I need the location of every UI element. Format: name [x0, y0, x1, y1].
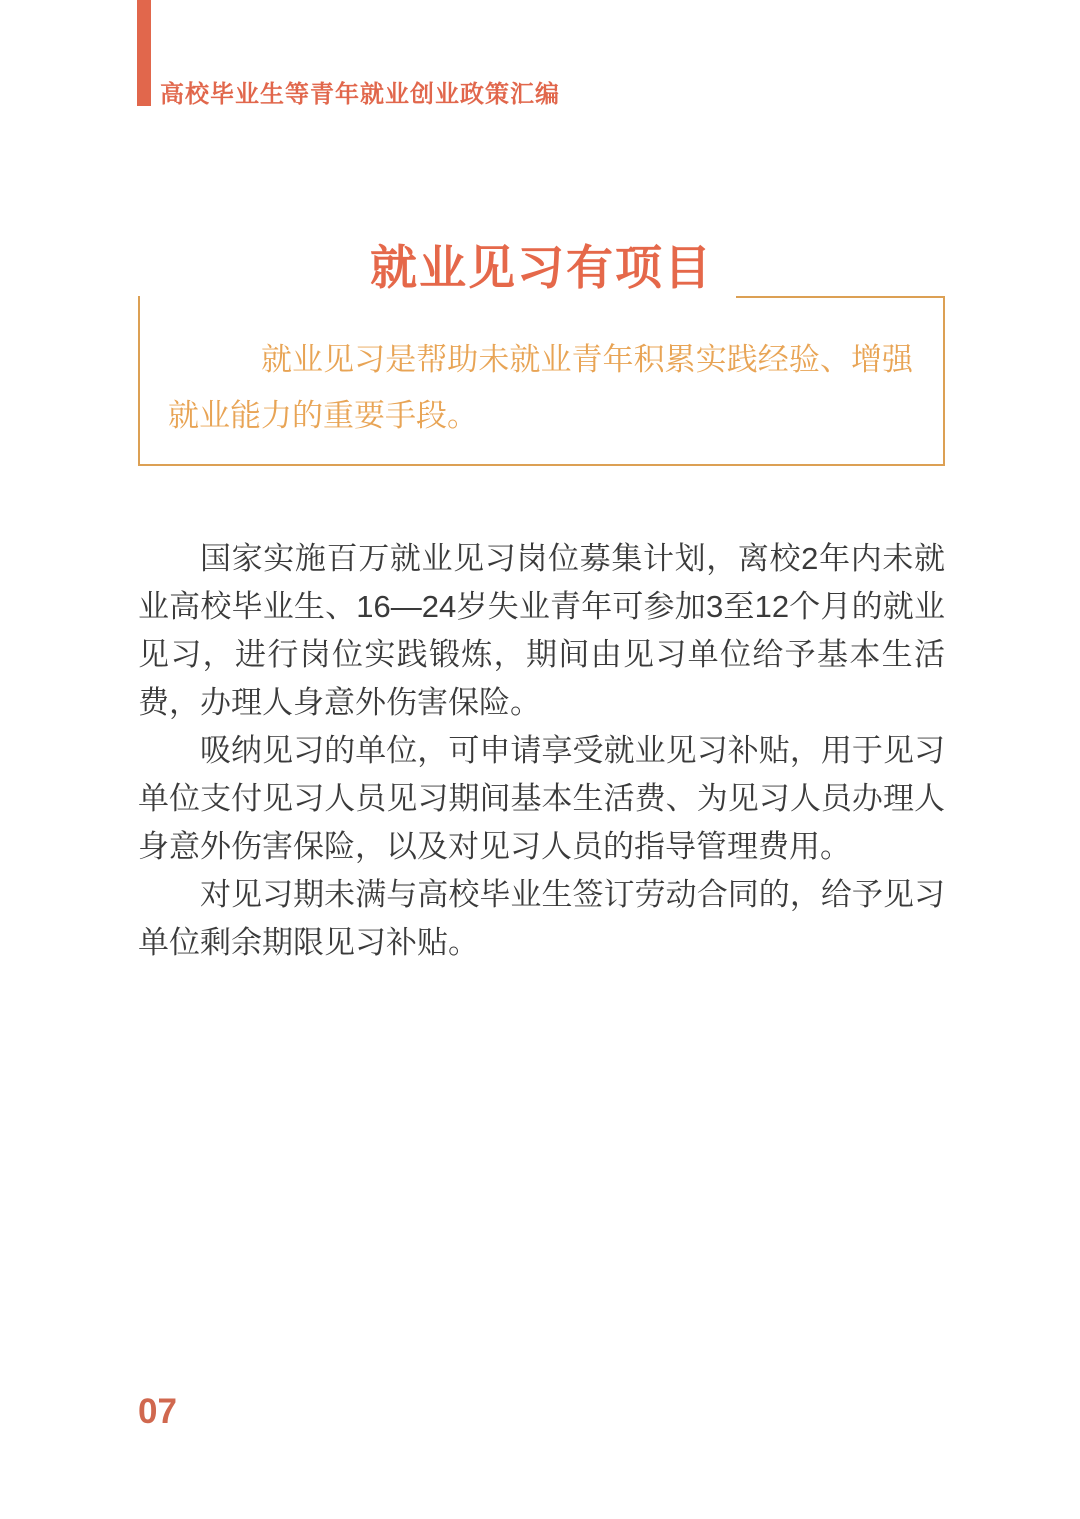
callout-text: 就业见习是帮助未就业青年积累实践经验、增强就业能力的重要手段。 [168, 342, 913, 433]
header-accent-bar [137, 0, 151, 106]
header-title: 高校毕业生等青年就业创业政策汇编 [160, 81, 560, 108]
page-title: 就业见习有项目 [370, 241, 713, 295]
paragraph-1: 国家实施百万就业见习岗位募集计划，离校2年内未就业高校毕业生、16—24岁失业青年可参加3至12个月的就业见习，进行岗位实践锻炼，期间由见习单位给予基本生活费，办理人身意外伤害保险。 [138, 541, 945, 720]
paragraph-3: 对见习期未满与高校毕业生签订劳动合同的，给予见习单位剩余期限见习补贴。 [138, 877, 945, 960]
body-text [138, 535, 945, 967]
callout-box [138, 296, 945, 466]
callout-top-line [736, 296, 943, 298]
page-number: 07 [138, 1392, 177, 1431]
paragraph-2: 吸纳见习的单位，可申请享受就业见习补贴，用于见习单位支付见习人员见习期间基本生活费、为见习人员办理人身意外伤害保险，以及对见习人员的指导管理费用。 [138, 733, 945, 864]
